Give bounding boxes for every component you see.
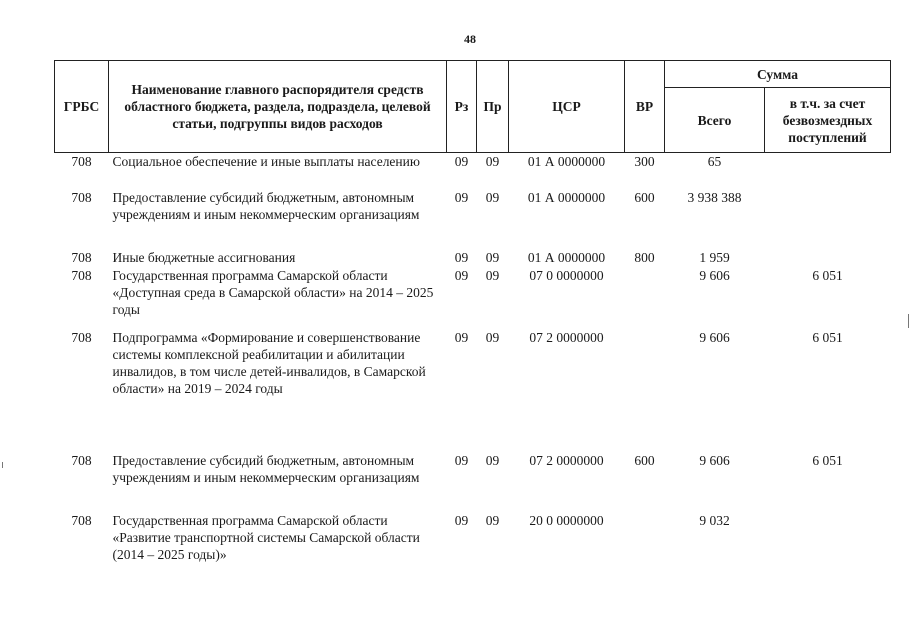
cell-total: 9 606 [699, 267, 730, 283]
table-row [55, 452, 891, 512]
cell-grbs: 708 [71, 249, 92, 265]
header-name: Наименование главного распорядителя средств областного бюджета, раздела, подраздела, целевой статьи, подгруппы видов расходов [109, 61, 447, 153]
header-grant: в т.ч. за счет безвозмездных поступлений [765, 88, 891, 153]
cell-csr: 01 А 0000000 [527, 154, 606, 169]
cell-pr: 09 [485, 267, 500, 283]
cell-total: 9 032 [699, 512, 730, 528]
cell-total: 9 606 [699, 452, 730, 468]
budget-table [54, 60, 891, 566]
cell-csr: 07 2 0000000 [529, 329, 604, 345]
cell-csr: 20 0 0000000 [529, 512, 604, 528]
cell-name: Предоставление субсидий бюджетным, автономным учреждениям и иным некоммерческим организациям [112, 452, 420, 485]
cell-total: 9 606 [699, 329, 730, 345]
header-sum: Сумма [665, 61, 891, 88]
cell-vr: 600 [634, 189, 655, 205]
header-vr: ВР [625, 61, 665, 153]
table-row [55, 512, 891, 566]
cell-grant: 6 051 [812, 452, 843, 468]
cell-rz: 09 [454, 249, 469, 265]
cell-grbs: 708 [71, 189, 92, 205]
cell-rz: 09 [454, 154, 469, 169]
cell-grbs: 708 [71, 452, 92, 468]
cell-pr: 09 [485, 189, 500, 205]
cell-vr: 800 [634, 249, 655, 265]
cell-grant: 6 051 [812, 267, 843, 283]
header-grbs: ГРБС [55, 61, 109, 153]
header-pr: Пр [477, 61, 509, 153]
cell-pr: 09 [485, 249, 500, 265]
cell-rz: 09 [454, 452, 469, 468]
cell-vr: 600 [634, 452, 655, 468]
table-row [55, 153, 891, 189]
cell-rz: 09 [454, 512, 469, 528]
cell-grant [765, 512, 891, 566]
cell-grbs: 708 [71, 329, 92, 345]
cell-pr: 09 [485, 512, 500, 528]
cell-rz: 09 [454, 189, 469, 205]
cell-grant [765, 249, 891, 267]
cell-total: 65 [707, 154, 722, 169]
header-csr: ЦСР [509, 61, 625, 153]
cell-rz: 09 [454, 267, 469, 283]
cell-name: Социальное обеспечение и иные выплаты населению [112, 154, 420, 169]
cell-name: Иные бюджетные ассигнования [112, 249, 296, 265]
cell-pr: 09 [485, 154, 500, 169]
table-row [55, 189, 891, 249]
cell-pr: 09 [485, 329, 500, 345]
scan-mark [908, 314, 909, 328]
cell-csr: 01 А 0000000 [527, 249, 606, 265]
cell-vr [625, 267, 665, 329]
cell-csr: 01 А 0000000 [527, 189, 606, 205]
cell-total: 1 959 [699, 249, 730, 265]
cell-name: Подпрограмма «Формирование и совершенствование системы комплексной реабилитации и абилитации инвалидов, в том числе детей-инвалидов, в Самарской области» на 2019 – 2024 годы [112, 329, 426, 396]
cell-grant: 6 051 [812, 329, 843, 345]
cell-grant [765, 153, 891, 189]
table-row [55, 329, 891, 452]
cell-vr [625, 329, 665, 452]
cell-total: 3 938 388 [687, 189, 742, 205]
header-rz: Рз [447, 61, 477, 153]
cell-name: Государственная программа Самарской области «Доступная среда в Самарской области» на 2014 – 2025 годы [112, 267, 434, 317]
cell-vr: 300 [634, 154, 655, 169]
cell-pr: 09 [485, 452, 500, 468]
cell-grbs: 708 [71, 512, 92, 528]
header-total: Всего [665, 88, 765, 153]
scan-mark [2, 462, 3, 468]
cell-name: Предоставление субсидий бюджетным, автономным учреждениям и иным некоммерческим организациям [112, 189, 420, 222]
cell-grbs: 708 [71, 154, 92, 169]
page-number: 48 [464, 32, 476, 46]
table-header [55, 61, 891, 153]
cell-csr: 07 2 0000000 [529, 452, 604, 468]
cell-grbs: 708 [71, 267, 92, 283]
cell-rz: 09 [454, 329, 469, 345]
table-row [55, 249, 891, 267]
cell-csr: 07 0 0000000 [529, 267, 604, 283]
cell-grant [765, 189, 891, 249]
table-body [55, 153, 891, 566]
cell-name: Государственная программа Самарской области «Развитие транспортной системы Самарской области (2014 – 2025 годы)» [112, 512, 420, 562]
cell-vr [625, 512, 665, 566]
table-row [55, 267, 891, 329]
